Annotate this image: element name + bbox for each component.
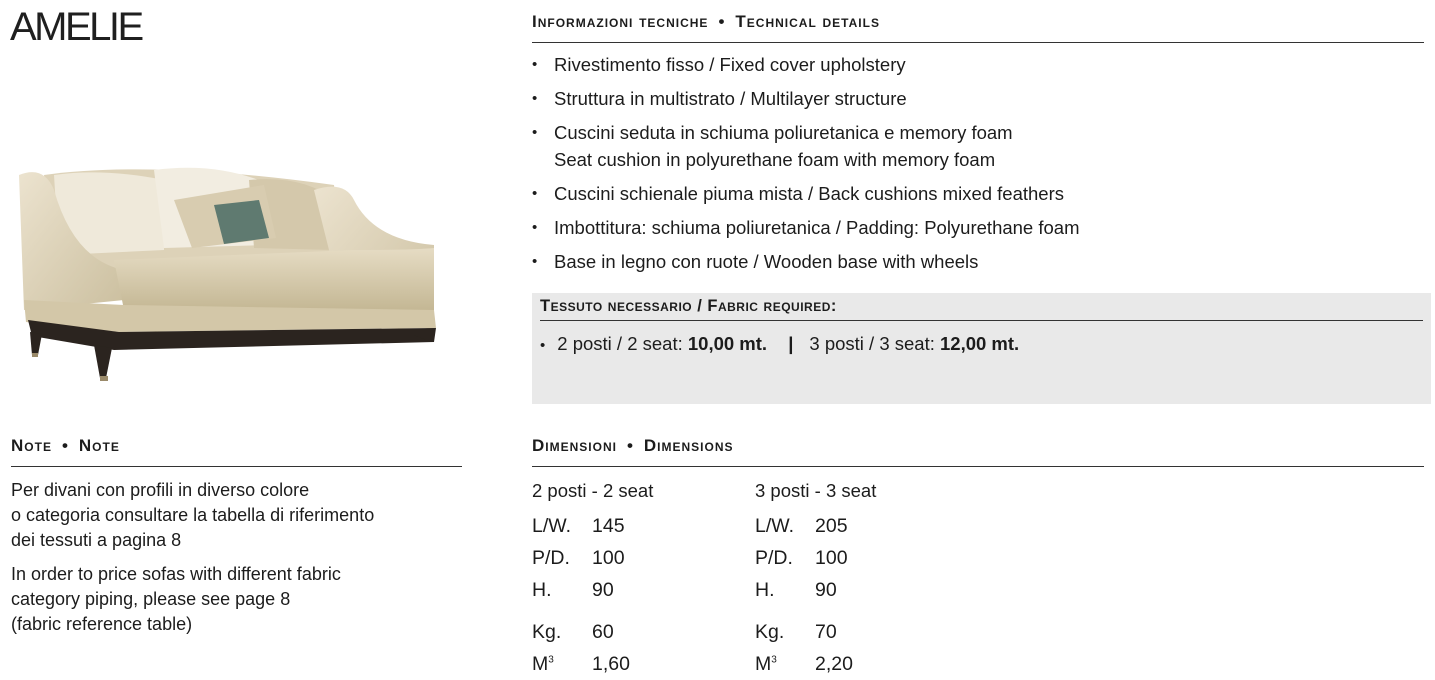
- note-heading: [11, 436, 462, 467]
- note-heading-en: Note: [78, 436, 120, 455]
- dim-row-volume: $M^3$ 1,60: [532, 652, 630, 675]
- note-text-it: Per divani con profili in diverso colore o categoria consultare la tabella di riferimento dei tessuti a pagina 8: [11, 480, 375, 550]
- fabric-2seat-value: 10,00 mt.: [687, 333, 768, 354]
- fabric-quantities: • 2 posti / 2 seat: 10,00 mt. | 3 posti / 3 seat: 12,00 mt.: [540, 333, 1020, 354]
- tech-bullet: • Struttura in multistrato / Multilayer structure: [532, 85, 1424, 112]
- fabric-separator: |: [788, 333, 794, 354]
- dimensions-column-2seat: [532, 478, 752, 680]
- fabric-3seat-label: 3 posti / 3 seat:: [809, 333, 940, 354]
- dimensions-heading-separator: •: [626, 436, 634, 455]
- tech-section: [532, 12, 1424, 282]
- note-text-en: In order to price sofas with different fabric category piping, please see page 8 (fabric reference table): [11, 564, 341, 634]
- product-title: AMELIE: [10, 5, 142, 49]
- fabric-3seat-value: 12,00 mt.: [940, 333, 1020, 354]
- sofa-image: [14, 160, 439, 390]
- fabric-2seat-label: 2 posti / 2 seat:: [557, 333, 688, 354]
- dimensions-heading-it: Dimensioni: [532, 436, 617, 455]
- tech-heading-en: Technical details: [735, 12, 880, 31]
- tech-bullet: • Rivestimento fisso / Fixed cover upholstery: [532, 51, 1424, 78]
- note-section: [11, 436, 462, 637]
- tech-bullet: • Imbottitura: schiuma poliuretanica / Padding: Polyurethane foam: [532, 214, 1424, 241]
- dim-row-weight: Kg. 60: [532, 620, 614, 643]
- dim-row-height: H. 90: [532, 578, 614, 601]
- tech-heading: [532, 12, 1424, 43]
- dim-row-width: L/W. 145: [532, 514, 625, 537]
- dim-row-height: H. 90: [755, 578, 837, 601]
- tech-heading-separator: •: [718, 12, 726, 31]
- tech-bullet: • Base in legno con ruote / Wooden base with wheels: [532, 248, 1424, 275]
- note-heading-it: Note: [11, 436, 52, 455]
- note-heading-separator: •: [61, 436, 69, 455]
- dim-row-width: L/W. 205: [755, 514, 848, 537]
- tech-heading-it: Informazioni tecniche: [532, 12, 709, 31]
- tech-bullet-list: [532, 51, 1424, 275]
- tech-bullet: • Cuscini seduta in schiuma poliuretanica e memory foam Seat cushion in polyurethane foam with memory foam: [532, 119, 1424, 173]
- dim-row-weight: Kg. 70: [755, 620, 837, 643]
- dimensions-heading-en: Dimensions: [643, 436, 734, 455]
- dim-row-depth: P/D. 100: [755, 546, 848, 569]
- dimensions-section: [532, 436, 1424, 467]
- dim-row-depth: P/D. 100: [532, 546, 625, 569]
- sofa-illustration: [14, 160, 439, 390]
- tech-bullet: • Cuscini schienale piuma mista / Back cushions mixed feathers: [532, 180, 1424, 207]
- fabric-heading: Tessuto necessario / Fabric required:: [540, 293, 1423, 321]
- dimensions-column-title: 2 posti - 2 seat: [532, 480, 654, 501]
- fabric-required-box: [532, 293, 1431, 404]
- dimensions-heading: [532, 436, 1424, 467]
- dimensions-column-3seat: [755, 478, 975, 680]
- dimensions-column-title: 3 posti - 3 seat: [755, 480, 877, 501]
- dim-row-volume: $M^3$ 2,20: [755, 652, 853, 675]
